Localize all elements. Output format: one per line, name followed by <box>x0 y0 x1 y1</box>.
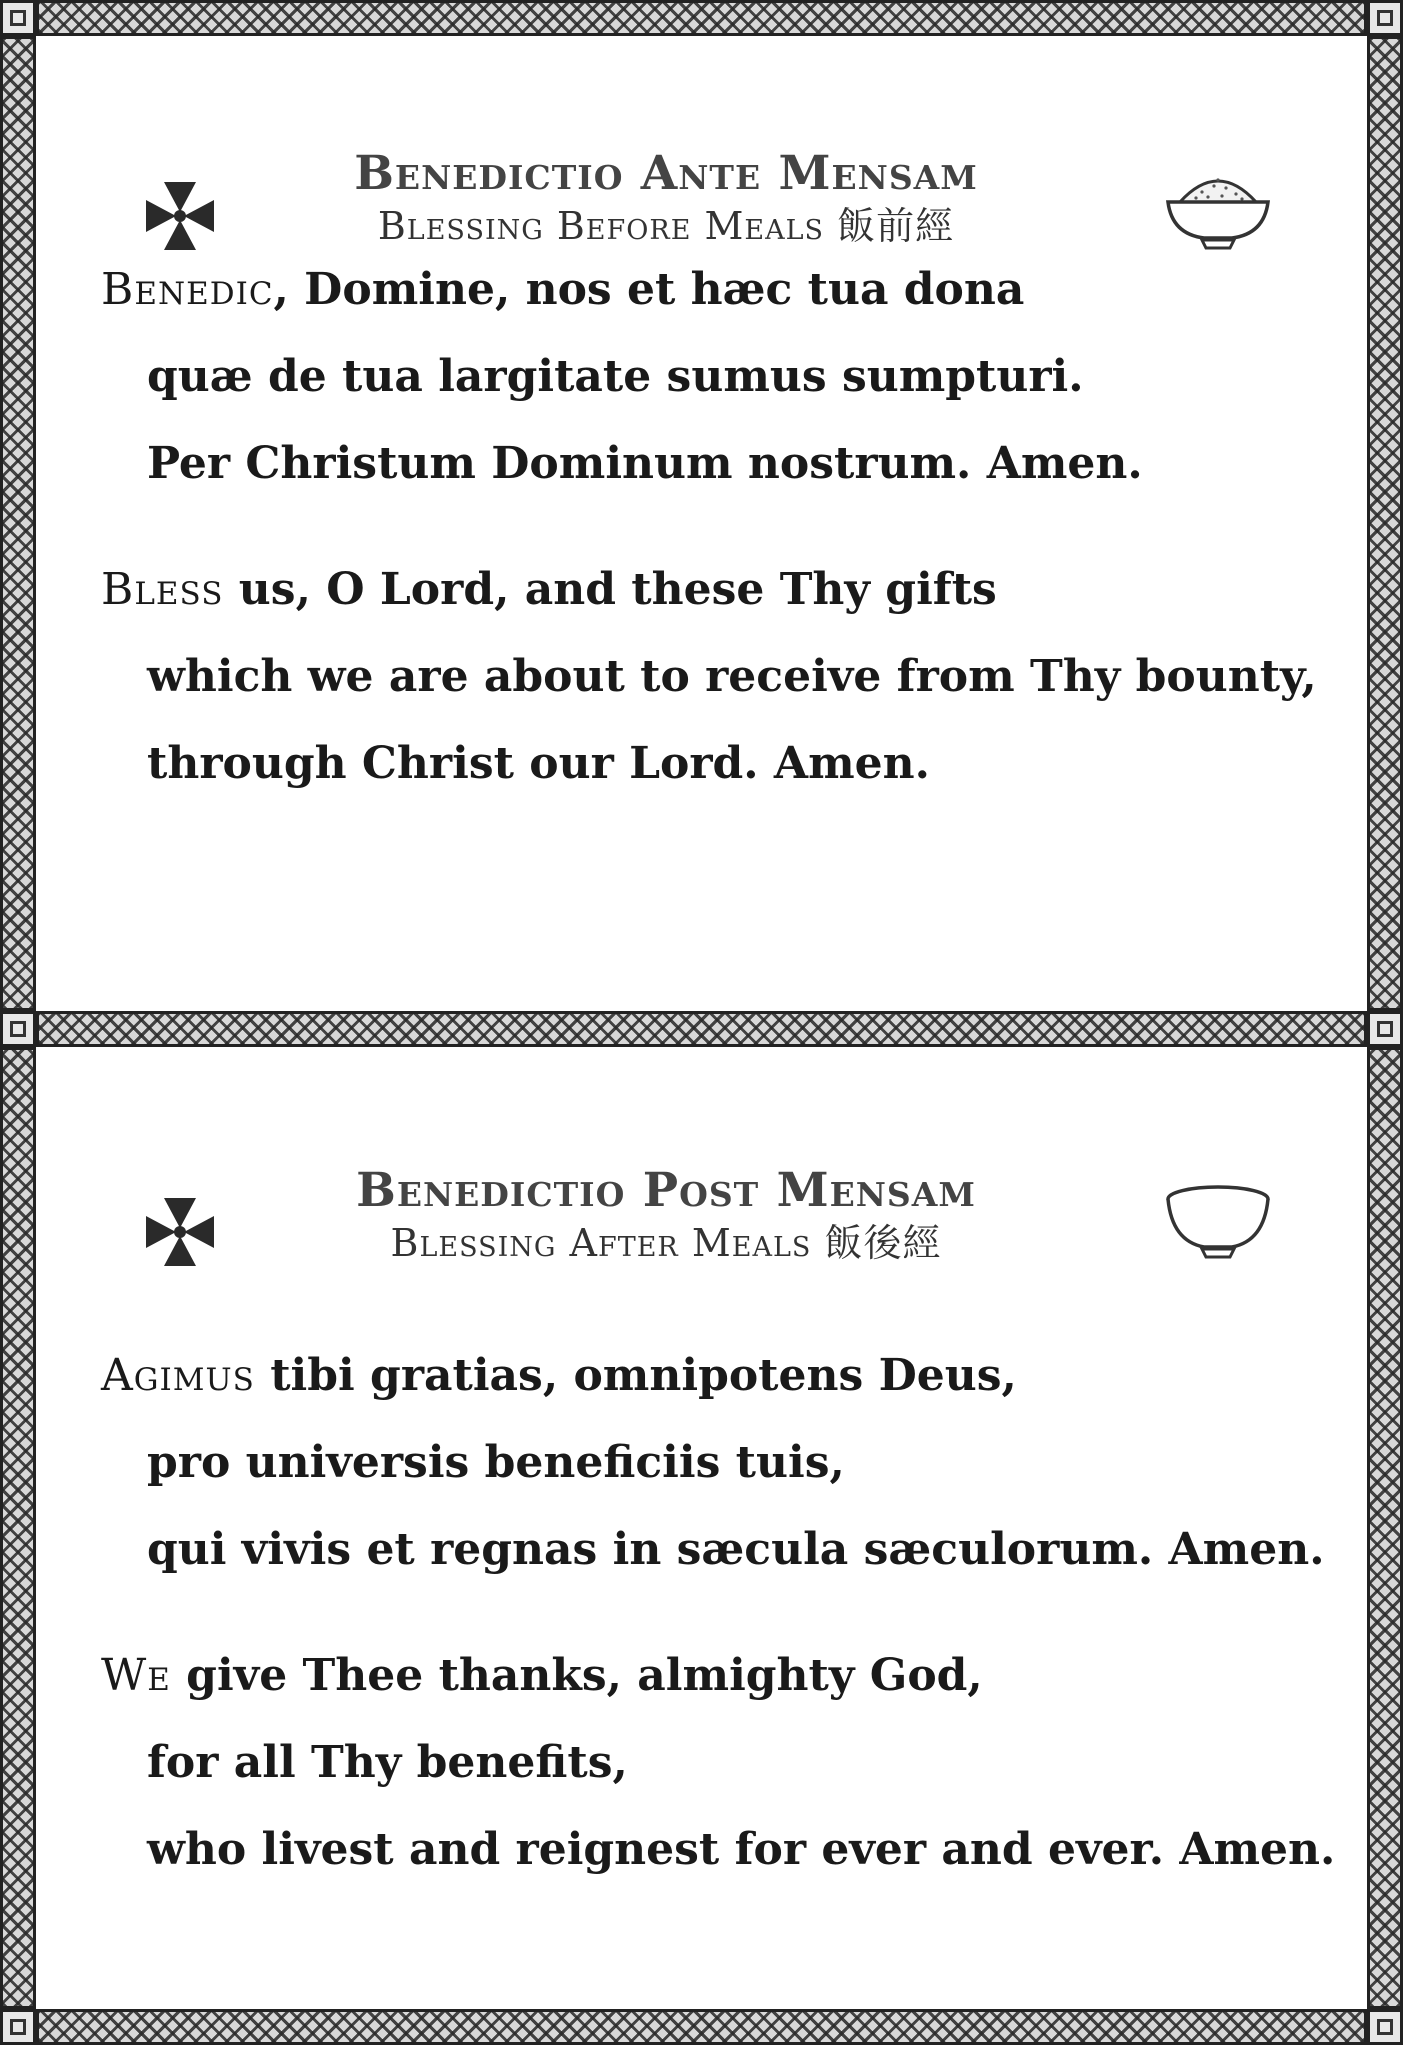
verse-text: us, O Lord, and these Thy gifts <box>223 564 997 615</box>
blessing-after-meals-card <box>36 1047 1367 2009</box>
border-top <box>36 0 1367 36</box>
border-left-lower <box>0 1047 36 2009</box>
verse-line: for all Thy benefits, <box>147 1737 628 1788</box>
verse-line <box>101 1632 1331 1719</box>
lead-word: We <box>101 1650 171 1701</box>
header <box>236 148 1096 251</box>
border-corner <box>1367 2009 1403 2045</box>
border-corner <box>1367 1011 1403 1047</box>
verse-line <box>101 1332 1331 1419</box>
card-title: Benedictio Post Mensam <box>356 1163 976 1218</box>
verse-line <box>101 246 1331 333</box>
header <box>236 1165 1096 1268</box>
card-title: Benedictio Ante Mensam <box>354 146 978 201</box>
border-middle <box>36 1011 1367 1047</box>
verse-line: Per Christum Dominum nostrum. Amen. <box>147 438 1143 489</box>
english-stanza <box>101 1632 1336 1893</box>
border-corner <box>0 0 36 36</box>
verse-line: through Christ our Lord. Amen. <box>147 738 930 789</box>
border-corner <box>0 2009 36 2045</box>
border-right-upper <box>1367 36 1403 1011</box>
verse-line: pro universis beneficiis tuis, <box>147 1437 845 1488</box>
verse-text: , Domine, nos et hæc tua dona <box>273 264 1025 315</box>
latin-stanza <box>101 1332 1331 1593</box>
border-bottom <box>36 2009 1367 2045</box>
verse-text: tibi gratias, omnipotens Deus, <box>254 1350 1017 1401</box>
rice-bowl-empty-icon <box>1162 1177 1274 1261</box>
latin-stanza <box>101 246 1331 507</box>
lead-word: Bless <box>101 564 224 615</box>
verse-line: which we are about to receive from Thy bounty, <box>147 651 1317 702</box>
verse-line: who livest and reignest for ever and ever. Amen. <box>147 1824 1336 1875</box>
card-subtitle: Blessing Before Meals 飯前經 <box>377 203 955 248</box>
border-corner <box>1367 0 1403 36</box>
border-left-upper <box>0 36 36 1011</box>
card-subtitle: Blessing After Meals 飯後經 <box>390 1220 942 1265</box>
border-corner <box>0 1011 36 1047</box>
lead-word: Agimus <box>101 1350 255 1401</box>
verse-line <box>101 546 1331 633</box>
blessing-before-meals-card <box>36 36 1367 1011</box>
english-stanza <box>101 546 1331 807</box>
verse-text: give Thee thanks, almighty God, <box>170 1650 983 1701</box>
cross-pattee-icon <box>140 1192 220 1272</box>
rice-bowl-full-icon <box>1162 166 1274 250</box>
verse-line: qui vivis et regnas in sæcula sæculorum. Amen. <box>147 1524 1325 1575</box>
lead-word: Benedic <box>101 264 274 315</box>
cross-pattee-icon <box>140 176 220 256</box>
verse-line: quæ de tua largitate sumus sumpturi. <box>147 351 1084 402</box>
border-right-lower <box>1367 1047 1403 2009</box>
